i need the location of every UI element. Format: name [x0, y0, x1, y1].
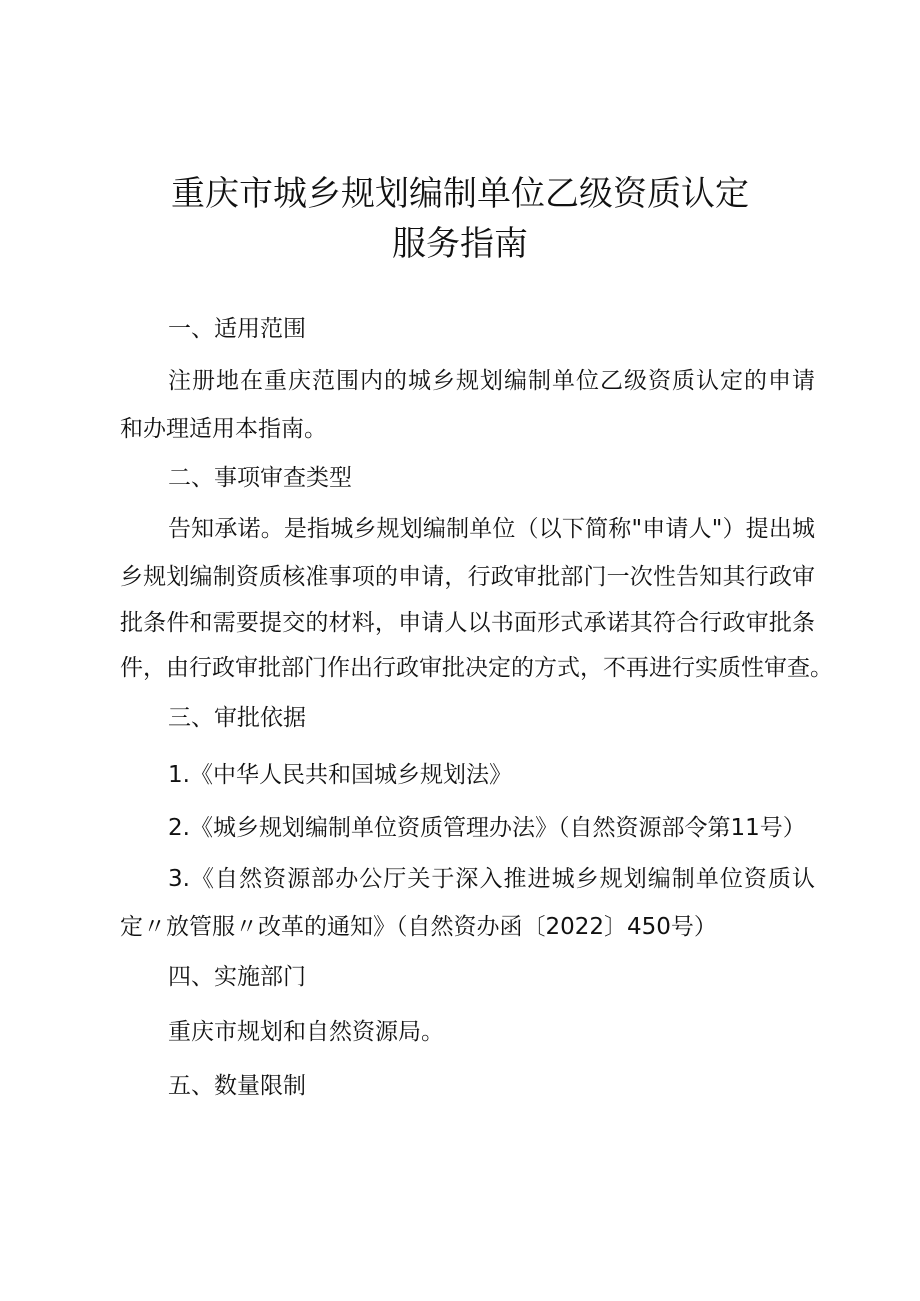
paragraph-scope-line-2: 和办理适用本指南。: [120, 416, 327, 442]
document-title-line-2: 服务指南: [392, 224, 528, 264]
basis-item-3-line-2: 定〃放管服〃改革的通知》（自然资办函〔2022〕450号）: [120, 914, 717, 940]
paragraph-scope-line-1: 注册地在重庆范围内的城乡规划编制单位乙级资质认定的申请: [168, 368, 815, 394]
section-heading-department: 四、实施部门: [168, 964, 306, 990]
basis-item-1: 1.《中华人民共和国城乡规划法》: [168, 762, 512, 788]
paragraph-review-line-3: 批条件和需要提交的材料，申请人以书面形式承诺其符合行政审批条: [120, 610, 815, 636]
section-heading-review-type: 二、事项审查类型: [168, 465, 352, 491]
document-title-line-1: 重庆市城乡规划编制单位乙级资质认定: [171, 174, 749, 214]
section-heading-quantity-limit: 五、数量限制: [168, 1073, 306, 1099]
basis-item-2: 2.《城乡规划编制单位资质管理办法》（自然资源部令第11号）: [168, 815, 806, 841]
paragraph-department: 重庆市规划和自然资源局。: [168, 1019, 444, 1045]
paragraph-review-line-1: 告知承诺。是指城乡规划编制单位（以下简称"申请人"）提出城: [168, 516, 815, 542]
section-heading-basis: 三、审批依据: [168, 705, 306, 731]
section-heading-scope: 一、适用范围: [168, 316, 306, 342]
paragraph-review-line-2: 乡规划编制资质核准事项的申请，行政审批部门一次性告知其行政审: [120, 564, 815, 590]
basis-item-3-line-1: 3.《自然资源部办公厅关于深入推进城乡规划编制单位资质认: [168, 866, 815, 892]
paragraph-review-line-4: 件，由行政审批部门作出行政审批决定的方式，不再进行实质性审查。: [120, 655, 833, 681]
